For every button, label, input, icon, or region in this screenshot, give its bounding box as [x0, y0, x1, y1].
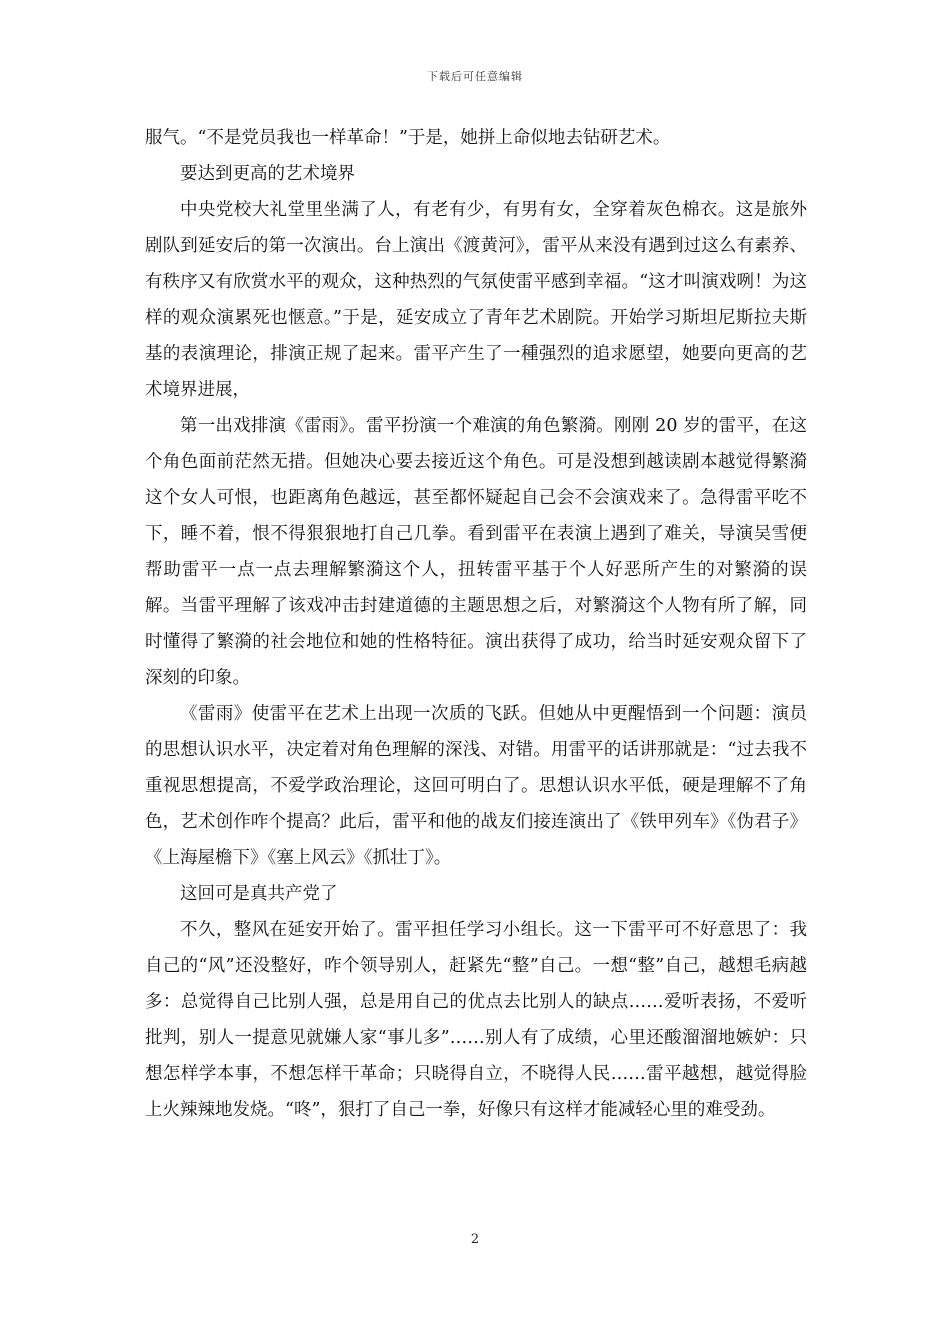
paragraph-rectification: 不久，整风在延安开始了。雷平担任学习小组长。这一下雷平可不好意思了：我自己的“风”还没整好，咋个领导别人，赶紧先“整”自己。一想“整”自己，越想毛病越多：总觉得自己比别人强，总是用自己的优点去比别人的缺点……爱听表扬，不爱听批判，别人一提意见就嫌人家“事儿多”……别人有了成绩，心里还酸溜溜地嫉妒：只想怎样学本事，不想怎样干革命；只晓得自立，不晓得人民……雷平越想，越觉得脸上火辣辣地发烧。“咚”，狠打了自己一拳，好像只有这样才能减轻心里的难受劲。	[145, 920, 807, 1120]
section-heading-true-communist: 这回可是真共产党了	[180, 884, 338, 904]
document-body	[145, 120, 807, 1128]
paragraph-artistic-leap: 《雷雨》使雷平在艺术上出现一次质的飞跃。但她从中更醒悟到一个问题：演员的思想认识水平，决定着对角色理解的深浅、对错。用雷平的话讲那就是：“过去我不重视思想提高，不爱学政治理论，这回可明白了。思想认识水平低，硬是理解不了角色，艺术创作咋个提高？此后，雷平和他的战友们接连演出了《铁甲列车》《伪君子》《上海屋檐下》《塞上风云》《抓壮丁》。	[145, 704, 807, 868]
paragraph-continuation: 服气。“不是党员我也一样革命！”于是，她拼上命似地去钻研艺术。	[145, 128, 671, 148]
paragraph-performance: 中央党校大礼堂里坐满了人，有老有少，有男有女，全穿着灰色棉衣。这是旅外剧队到延安后的第一次演出。台上演出《渡黄河》，雷平从来没有遇到过这么有素养、有秩序又有欣赏水平的观众，这种热烈的气氛使雷平感到幸福。“这才叫演戏咧！为这样的观众演累死也惬意。”于是，延安成立了青年艺术剧院。开始学习斯坦尼斯拉夫斯基的表演理论，排演正规了起来。雷平产生了一種强烈的追求愿望，她要向更高的艺术境界进展，	[145, 200, 807, 400]
page-number: 2	[470, 1232, 480, 1247]
paragraph-thunderstorm-rehearsal: 第一出戏排演《雷雨》。雷平扮演一个难演的角色繁漪。刚刚 20 岁的雷平，在这个角色面前茫然无措。但她决心要去接近这个角色。可是没想到越读剧本越觉得繁漪这个女人可恨，也距离角色越远，甚至都怀疑起自己会不会演戏来了。急得雷平吃不下，睡不着，恨不得狠狠地打自己几拳。看到雷平在表演上遇到了难关，导演吴雪便帮助雷平一点一点去理解繁漪这个人，扭转雷平基于个人好恶所产生的对繁漪的误解。当雷平理解了该戏冲击封建道德的主题思想之后，对繁漪这个人物有所了解，同时懂得了繁漪的社会地位和她的性格特征。演出获得了成功，给当时延安观众留下了深刻的印象。	[145, 416, 807, 688]
page-header-note: 下载后可任意编辑	[427, 70, 523, 83]
section-heading-art-realm: 要达到更高的艺术境界	[180, 164, 355, 184]
